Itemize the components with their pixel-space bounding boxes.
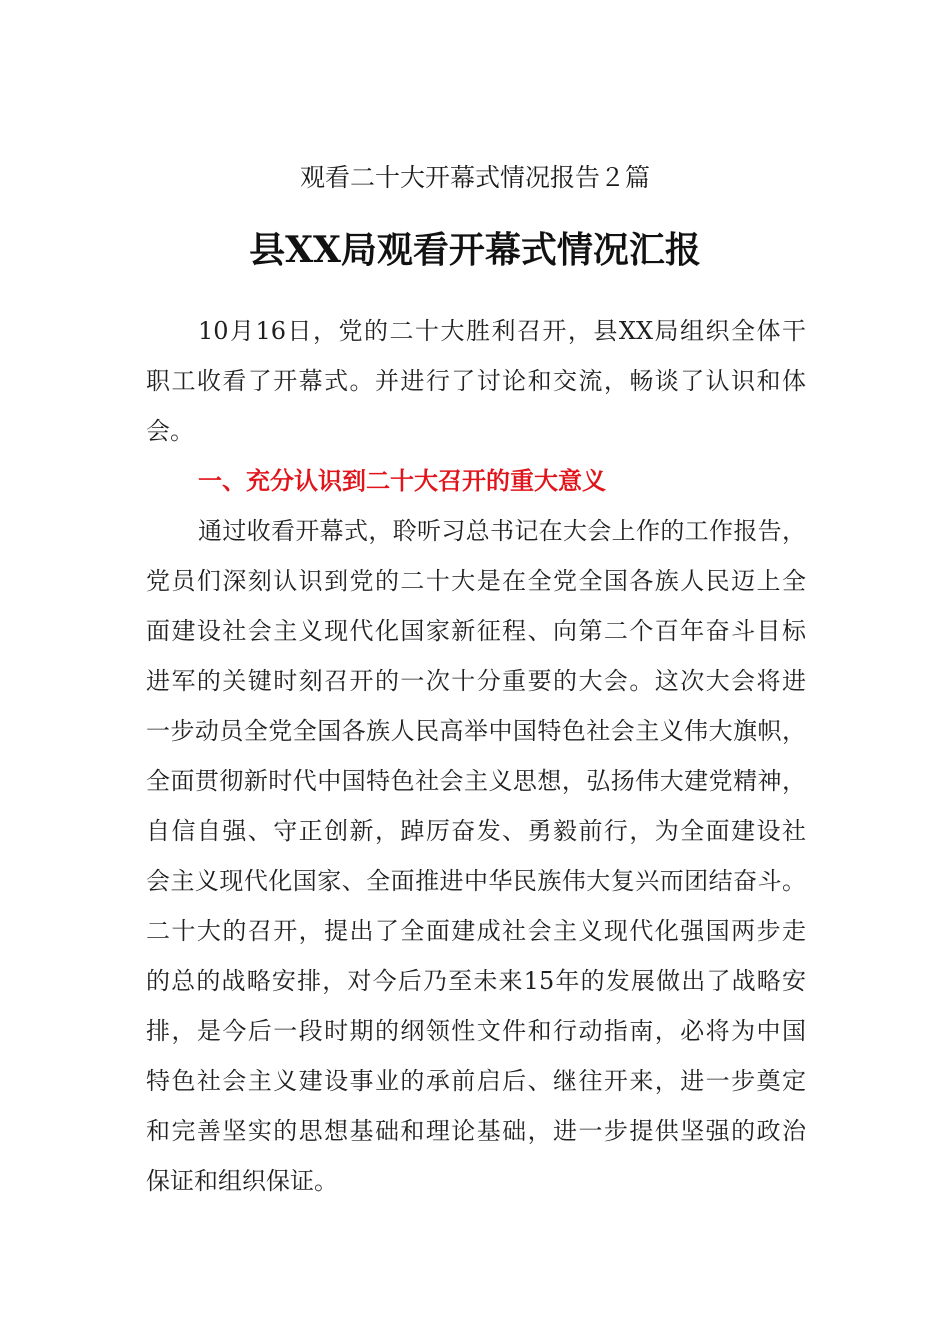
paragraph-line: 和完善坚实的思想基础和理论基础，进一步提供坚强的政治 (146, 1117, 806, 1145)
document-subtitle: 观看二十大开幕式情况报告２篇 (299, 163, 650, 192)
paragraph-line: 党员们深刻认识到党的二十大是在全党全国各族人民迈上全 (146, 567, 806, 595)
paragraph-line: 一步动员全党全国各族人民高举中国特色社会主义伟大旗帜， (146, 717, 806, 745)
paragraph-line: 特色社会主义建设事业的承前启后、继往开来，进一步奠定 (146, 1067, 806, 1095)
document-title: 县XX局观看开幕式情况汇报 (249, 229, 701, 271)
paragraph-line: 二十大的召开，提出了全面建成社会主义现代化强国两步走 (146, 917, 806, 945)
paragraph-2 (146, 506, 806, 1206)
section-heading-1: 一、充分认识到二十大召开的重大意义 (198, 467, 606, 495)
paragraph-line: 面建设社会主义现代化国家新征程、向第二个百年奋斗目标 (146, 617, 806, 645)
paragraph-line: 通过收看开幕式，聆听习总书记在大会上作的工作报告， (198, 517, 806, 545)
paragraph-line: 10月16日，党的二十大胜利召开，县XX局组织全体干 (198, 317, 806, 345)
document-body (146, 306, 806, 1206)
paragraph-line: 会。 (146, 417, 194, 445)
paragraph-line: 保证和组织保证。 (146, 1167, 338, 1195)
paragraph-line: 全面贯彻新时代中国特色社会主义思想，弘扬伟大建党精神， (146, 767, 806, 795)
paragraph-line: 的总的战略安排，对今后乃至未来15年的发展做出了战略安 (146, 967, 806, 995)
paragraph-line: 职工收看了开幕式。并进行了讨论和交流，畅谈了认识和体 (146, 367, 806, 395)
paragraph-line: 会主义现代化国家、全面推进中华民族伟大复兴而团结奋斗。 (146, 867, 806, 895)
paragraph-1 (146, 306, 806, 456)
paragraph-line: 排，是今后一段时期的纲领性文件和行动指南，必将为中国 (146, 1017, 806, 1045)
paragraph-line: 自信自强、守正创新，踔厉奋发、勇毅前行，为全面建设社 (146, 817, 806, 845)
paragraph-line: 进军的关键时刻召开的一次十分重要的大会。这次大会将进 (146, 667, 806, 695)
